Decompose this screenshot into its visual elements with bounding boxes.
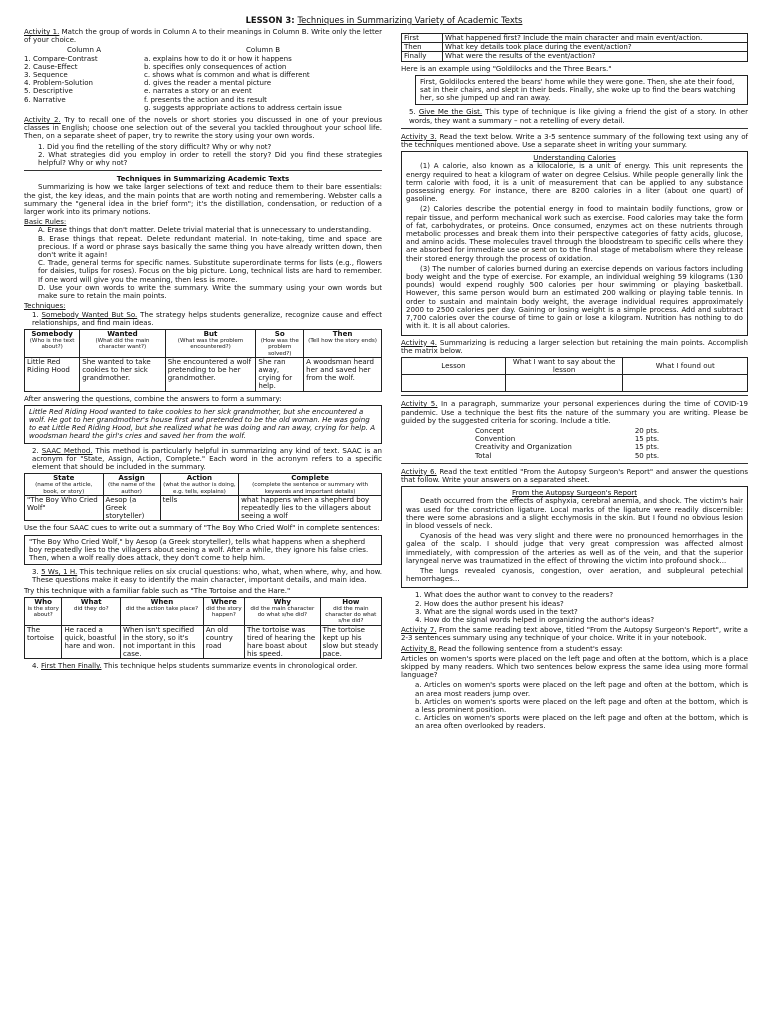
rule-item: D. Use your own words to write the summary. Write the summary using your own words but make sure to retain the main points. <box>38 282 382 301</box>
technique-1: 1. Somebody Wanted But So. The strategy helps students generalize, recognize cause and effect relationships, and find main ideas. <box>32 309 382 327</box>
goldilocks-example-box: First, Goldilocks entered the bears' home while they were gone. Then, she ate their food, sat in their chairs, and slept in their beds. Finally, she woke up to find the bears watching her, so she jumped up and ran away. <box>415 75 748 106</box>
saac-instructions: Use the four SAAC cues to write out a summary of "The Boy Who Cried Wolf" in complete sentences: <box>24 523 380 533</box>
column-b-item: g. suggests appropriate actions to address certain issue <box>144 102 342 112</box>
left-column <box>24 28 382 673</box>
table-header: Action (what the author is doing, e.g. tells, explains) <box>160 474 239 496</box>
rule-item: A. Erase things that don't matter. Delete trivial material that is unnecessary to understanding. <box>38 225 372 235</box>
activity-2-questions <box>24 143 382 168</box>
table-header: Somebody (Who is the text about?) <box>25 329 80 357</box>
table-header: Wanted (What did the main character want?) <box>80 329 165 357</box>
table-header: What I want to say about the lesson <box>505 357 623 374</box>
calories-title: Understanding Calories <box>533 153 616 163</box>
table-header: Complete (complete the sentence or summary with keywords and important details) <box>239 474 382 496</box>
table-row <box>402 52 748 61</box>
table-row <box>25 495 382 521</box>
table-header: When did the action take place? <box>121 597 204 625</box>
option-item: c. Articles on women's sports were placed on the left page and often at the bottom, which is an area often overlooked by readers. <box>415 713 748 731</box>
table-cell: The tortoise kept up his slow but steady pace. <box>320 625 381 659</box>
activity-6-questions <box>401 591 748 624</box>
activity-2-label: Activity 2. <box>24 115 61 125</box>
table-cell: He raced a quick, boastful hare and won. <box>62 625 121 659</box>
activity-6-label: Activity 6. <box>401 466 437 476</box>
column-a-heading: Column A <box>66 45 102 55</box>
option-item: b. Articles on women's sports were placed on the left page and often at the bottom, which is a less prominent position. <box>415 696 748 715</box>
lesson-title <box>0 15 768 25</box>
summary-box-red-riding-hood: Little Red Riding Hood wanted to take cookies to her sick grandmother, but she encountered a wolf. He got to her grandmother's house first and pretended to be the old woman. He was going to eat Little Red Riding Hood, but she realized what he was doing and ran away, crying for help. A woodsman heard the girl's cries and saved her from the wolf. <box>24 405 382 444</box>
activity-5-label: Activity 5. <box>401 399 438 409</box>
technique-1-title: Somebody Wanted But So. <box>41 309 138 319</box>
rule-item: B. Erase things that repeat. Delete redundant material. In note-taking, time and space are precious. If a word or phrase says basically the same thing you have already written down, then don't write it again! <box>38 233 382 260</box>
activity-8 <box>401 645 748 653</box>
question-item: 4. How do the signal words helped in organizing the author's ideas? <box>415 614 655 624</box>
calories-text-box <box>401 151 748 335</box>
column-b-heading: Column B <box>245 45 281 55</box>
activity-1-label: Activity 1. <box>24 27 60 36</box>
lesson-number: LESSON 3: <box>245 15 295 25</box>
technique-2-title: SAAC Method. <box>41 445 93 455</box>
technique-1-text: The strategy helps students generalize, recognize cause and effect relationships, and find main ideas. <box>32 309 382 327</box>
summarizing-intro: Summarizing is how we take larger selections of text and reduce them to their bare essentials: the gist, the key ideas, and the main points that are worth noting and remembering. Webster calls a summary the "general idea in the brief form"; it's the distillation, condensation, or reduction of a larger work into its primary notions. <box>24 182 382 217</box>
divider <box>24 170 382 171</box>
calories-paragraph: (2) Calories describe the potential energy in food to maintain bodily functions, grow or repair tissue, and perform mechanical work such as exercise. Food calories may take the form of fat, carbohydrates, or proteins. Once consumed, enzymes act on these nutrients through metabolic processes and break them into their perspective categories of fatty acids, glucose, and amino acids. These molecules travel through the bloodstream to specific cells where they are absorbed for immediate use or sent on to the final stage of metabolism where they release their stored energy through the process of oxidation. <box>406 204 743 263</box>
column-b-item: f. presents the action and its result <box>144 94 267 104</box>
calories-paragraph: (3) The number of calories burned during an exercise depends on various factors including body weight and the type of exercise. For example, an individual weighing 59 kilograms (130 pounds) would expend roughly 500 calories per hour swimming or playing basketball. However, this same person would burn an estimated 200 walking or playing table tennis. In order to sustain and maintain body weight, the average individual requires approximately 2000 to 2500 calories per day. Gaining or losing weight is a simple process. Add and subtract 7,700 calories over the course of time to gain or lose a kilogram. Nutrition has nothing to do with it. It is all about calories. <box>406 263 743 331</box>
technique-4: 4. First Then Finally. This technique helps students summarize events in chronological order. <box>32 661 358 671</box>
section-heading: Techniques in Summarizing Academic Texts <box>116 174 290 184</box>
table-cell: When isn't specified in the story, so it's not important in this case. <box>121 625 204 659</box>
column-a-item: 2. Cause-Effect <box>24 61 78 71</box>
activity-2-instructions: Try to recall one of the novels or short stories you discussed in one of your previous classes in English; choose one selection out of the several you tackled throughout your school life. Then, on a separate sheet of paper, try to rewrite the story using your own words. <box>24 115 382 141</box>
question-item: 1. Did you find the retelling of the story difficult? Why or why not? <box>38 141 272 151</box>
activity-4-matrix <box>401 357 748 392</box>
question-item: 3. What are the signal words used in the text? <box>415 606 578 616</box>
right-column <box>401 33 748 733</box>
technique-3-title: 5 Ws, 1 H. <box>41 567 78 577</box>
matching-columns <box>24 46 382 112</box>
table-header: Who is the story about? <box>25 597 62 625</box>
table-cell: An old country road <box>203 625 244 659</box>
technique-3-text: This technique relies on six crucial questions: who, what, when where, why, and how. These questions make it easy to identify the main character, important details, and main idea. <box>32 567 383 585</box>
first-then-finally-table <box>401 33 748 62</box>
table-cell: Finally <box>402 52 443 61</box>
table-cell: What were the results of the event/action? <box>443 52 748 61</box>
answer-cell[interactable] <box>505 375 623 392</box>
technique-4-text: This technique helps students summarize events in chronological order. <box>101 661 358 671</box>
technique-5-text: This type of technique is like giving a friend the gist of a story. In other words, they want a summary – not a retelling of every detail. <box>409 107 748 125</box>
column-b-item: e. narrates a story or an event <box>144 86 252 96</box>
criteria-row: Convention 15 pts. <box>475 434 660 444</box>
activity-1-instructions: Match the group of words in Column A to their meanings in Column B. Write only the letter of your choice. <box>24 27 382 45</box>
answer-cell[interactable] <box>623 375 748 392</box>
activity-5-instructions: In a paragraph, summarize your personal experiences during the time of COVID-19 pandemic. Use a technique the best fits the nature of the summary you are writing. Please be guided by the suggested criteria for scoring. Include a title. <box>401 399 748 425</box>
activity-7-instructions: From the same reading text above, titled "From the Autopsy Surgeon's Report", write a 2-3 sentences summary using any technique of your choice. Write it in your notebook. <box>401 625 748 643</box>
table-header: Where did the story happen? <box>203 597 244 625</box>
table-cell: The tortoise was tired of hearing the hare boast about his speed. <box>244 625 320 659</box>
activity-4-instructions: Summarizing is reducing a larger selection but retaining the main points. Accomplish the matrix below. <box>401 337 748 355</box>
technique-5-title: Give Me the Gist. <box>418 107 483 117</box>
calories-paragraph: (1) A calorie, also known as a kilocalorie, is a unit of energy. This unit represents the energy required to heat a kilogram of water on degree Celsius. While people generally link the term calorie with food, it is a unit of measurement that can be applied to any substance possessing energy. For instance, there are 8200 calories in a liter (about one quart) of gasoline. <box>406 161 743 204</box>
summary-box-boy-who-cried-wolf: "The Boy Who Cried Wolf," by Aesop (a Greek storyteller), tells what happens when a shepherd boy repeatedly lies to the villagers about seeing a wolf. After a while, they ignore his false cries. Then, when a wolf really does attack, they don't come to help him. <box>24 535 382 566</box>
divider <box>401 395 748 396</box>
table-cell: She encountered a wolf pretending to be her grandmother. <box>165 357 256 391</box>
table-header: Assign (the name of the author) <box>103 474 160 496</box>
column-a-item: 5. Descriptive <box>24 86 73 96</box>
column-b-item: c. shows what is common and what is different <box>144 70 310 80</box>
table-header: Then (Tell how the story ends) <box>304 329 382 357</box>
goldilocks-intro: Here is an example using "Goldilocks and the Three Bears." <box>401 63 612 73</box>
table-header: Why did the main character do what s/he did? <box>244 597 320 625</box>
table-header: What did they do? <box>62 597 121 625</box>
answer-cell[interactable] <box>402 375 506 392</box>
saac-table <box>24 473 382 521</box>
column-a-item: 6. Narrative <box>24 94 66 104</box>
autopsy-paragraph: Death occurred from the effects of asphyxia, cerebral anemia, and shock. The victim's hair was used for the constriction ligature. Local marks of the ligature were readily discernible: there were some abrasions and a slight ecchymosis in the skin. But I found no obvious lesion in blood vessels of neck. <box>406 496 743 530</box>
option-item: a. Articles on women's sports were placed on the left page and often at the bottom, which is an area most readers jump over. <box>415 680 748 698</box>
technique-2: 2. SAAC Method. This method is particularly helpful in summarizing any kind of text. SAAC is an acronym for "State, Assign, Action, Complete." Each word in the acronym refers to a specific element that should be included in the summary. <box>32 445 382 471</box>
table-row <box>25 625 382 659</box>
activity-4 <box>401 339 748 355</box>
activity-8-instructions: Read the following sentence from a student's essay: <box>436 643 623 653</box>
activity-4-label: Activity 4. <box>401 337 437 347</box>
table-header: So (How was the problem solved?) <box>256 329 304 357</box>
five-ws-table <box>24 597 382 660</box>
table-header: State (name of the article, book, or story) <box>25 474 104 496</box>
column-a <box>24 46 144 112</box>
divider <box>401 463 748 464</box>
column-a-item: 4. Problem-Solution <box>24 78 94 88</box>
question-item: 1. What does the author want to convey to the readers? <box>415 590 614 600</box>
activity-7-label: Activity 7. <box>401 625 437 635</box>
column-a-item: 3. Sequence <box>24 70 68 80</box>
activity-3 <box>401 133 748 149</box>
activity-5 <box>401 400 748 425</box>
column-b-item: b. specifies only consequences of action <box>144 61 287 71</box>
technique-3: 3. 5 Ws, 1 H. This technique relies on six crucial questions: who, what, when where, why, and how. These questions make it easy to identify the main character, important details, and main idea. <box>32 567 383 585</box>
activity-6-instructions: Read the text entitled "From the Autopsy Surgeon's Report" and answer the questions that follow. Write your answers on a separated sheet. <box>401 466 748 484</box>
table-row <box>25 357 382 391</box>
column-b-item: a. explains how to do it or how it happens <box>144 53 292 63</box>
autopsy-title: From the Autopsy Surgeon's Report <box>512 488 637 498</box>
techniques-label: Techniques: <box>24 301 66 311</box>
activity-3-instructions: Read the text below. Write a 3-5 sentence summary of the following text using any of the techniques mentioned above. Use a separate sheet in writing your summary. <box>401 131 748 150</box>
table-cell: what happens when a shepherd boy repeatedly lies to the villagers about seeing a wolf <box>239 495 382 521</box>
table-header: What I found out <box>623 357 748 374</box>
question-item: 2. What strategies did you employ in order to retell the story? Did you find these strategies helpful? Why or why not? <box>38 149 382 168</box>
table-cell: Aesop (a Greek storyteller) <box>103 495 160 521</box>
table-cell: What happened first? Include the main character and main event/action. <box>443 34 748 43</box>
table-cell: She wanted to take cookies to her sick grandmother. <box>80 357 165 391</box>
table-cell: She ran away, crying for help. <box>256 357 304 391</box>
table-cell: The tortoise <box>25 625 62 659</box>
swbst-table <box>24 329 382 392</box>
technique-5: 5. Give Me the Gist. This type of technique is like giving a friend the gist of a story. In other words, they want a summary – not a retelling of every detail. <box>409 107 748 125</box>
activity-6 <box>401 468 748 484</box>
criteria-row: Creativity and Organization 15 pts. <box>475 442 660 452</box>
after-answering-text: After answering the questions, combine the answers to form a summary: <box>24 393 282 403</box>
autopsy-paragraph: Cyanosis of the head was very slight and there were no pronounced hemorrhages in the galea of the scalp. I should judge that very great compression was affected almost immediately, with compression of the arteries as well as of the vein, and that the superior laryngeal nerve was traumatized in the effect of throwing the victim into profound shock... <box>406 531 743 565</box>
table-cell: What key details took place during the event/action? <box>443 43 748 52</box>
activity-8-prompt: Articles on women's sports were placed on the left page and often at the bottom, which is a place skipped by many readers. Which two sentences below express the same idea using more formal language? <box>401 653 748 680</box>
criteria-row: Total 50 pts. <box>475 450 660 460</box>
autopsy-paragraph: The lungs revealed cyanosis, congestion, over aeration, and subpleural petechial hemorrhages... <box>406 565 743 584</box>
column-b <box>144 46 382 112</box>
divider <box>401 128 748 129</box>
column-a-item: 1. Compare-Contrast <box>24 53 98 63</box>
column-b-item: d. gives the reader a mental picture <box>144 78 272 88</box>
table-header: But (What was the problem encountered?) <box>165 329 256 357</box>
question-item: 2. How does the author present his ideas? <box>415 598 564 608</box>
scoring-criteria <box>475 427 675 460</box>
activity-3-label: Activity 3. <box>401 131 437 141</box>
table-cell: tells <box>160 495 239 521</box>
table-header: How did the main character do what s/he did? <box>320 597 381 625</box>
table-header: Lesson <box>402 357 506 374</box>
rule-item: C. Trade, general terms for specific names. Substitute superordinate terms for lists (e.g., flowers for daisies, tulips for roses). Focus on the big picture. Long, technical lists are hard to remember. If one word will give you the meaning, then less is more. <box>38 258 382 284</box>
activity-2 <box>24 116 382 141</box>
table-cell: Then <box>402 43 443 52</box>
basic-rules-list <box>24 226 382 300</box>
lesson-topic: Techniques in Summarizing Variety of Academic Texts <box>297 15 523 25</box>
table-cell: First <box>402 34 443 43</box>
activity-1 <box>24 28 382 44</box>
table-cell: "The Boy Who Cried Wolf" <box>25 495 104 521</box>
table-row[interactable] <box>402 375 748 392</box>
activity-8-label: Activity 8. <box>401 643 437 653</box>
try-technique-text: Try this technique with a familiar fable such as "The Tortoise and the Hare." <box>24 585 291 595</box>
technique-2-text: This method is particularly helpful in summarizing any kind of text. SAAC is an acronym for "State, Assign, Action, Complete." Each word in the acronym refers to a specific element that should be included in the summary. <box>32 445 382 471</box>
table-cell: Little Red Riding Hood <box>25 357 80 391</box>
basic-rules-label: Basic Rules: <box>24 217 67 227</box>
autopsy-text-box <box>401 486 748 588</box>
table-cell: A woodsman heard her and saved her from the wolf. <box>304 357 382 391</box>
activity-7 <box>401 626 748 642</box>
activity-8-options <box>401 681 748 730</box>
technique-4-title: First Then Finally. <box>40 661 102 671</box>
criteria-row: Concept 20 pts. <box>475 425 660 435</box>
